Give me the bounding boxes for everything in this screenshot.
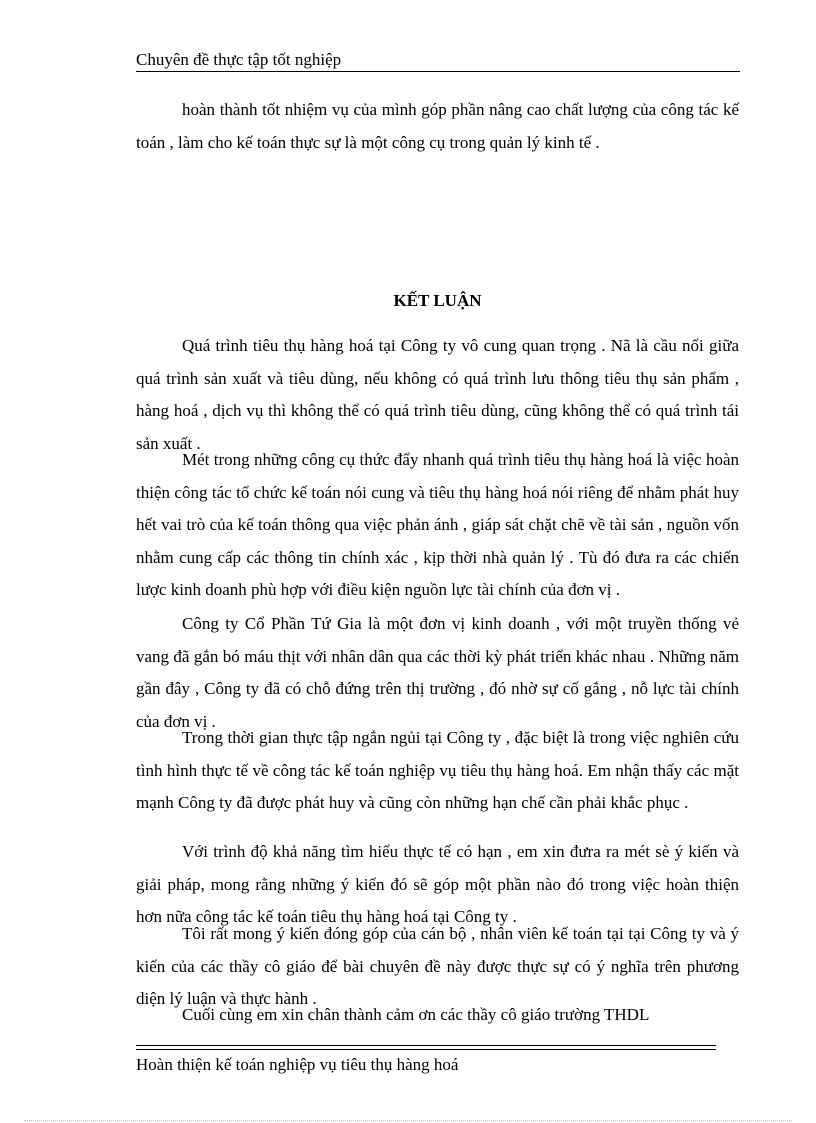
- page-edge-divider: [24, 1120, 792, 1121]
- body-paragraph-6: Tôi rất mong ý kiến đóng góp của cán bộ , nhân viên kế toán tại tại Công ty và ý kiến của các thầy cô giáo để bài chuyên đề này được thực sự có ý nghĩa trên phương diện lý luận và thực hành .: [136, 924, 739, 1009]
- running-footer-title: Hoàn thiện kế toán nghiệp vụ tiêu thụ hàng hoá: [136, 1055, 459, 1074]
- section-heading: KẾT LUẬN: [393, 291, 482, 310]
- footer-rule-bottom: [136, 1049, 716, 1050]
- header-rule: [136, 71, 740, 72]
- body-paragraph-5: Với trình độ khả năng tìm hiểu thực tế có hạn , em xin đưra ra mét sè ý kiến và giải pháp, mong rằng những ý kiến đó sẽ góp một phần nào đó trong việc hoàn thiện hơn nữa công tác kế toán tiêu thụ hàng hoá tại Công ty .: [136, 842, 739, 927]
- footer-rule-top: [136, 1045, 716, 1046]
- intro-paragraph: hoàn thành tốt nhiệm vụ của mình góp phần nâng cao chất lượng của công tác kế toán , làm cho kế toán thực sự là một công cụ trong quản lý kinh tế .: [136, 100, 739, 152]
- body-paragraph-4: Trong thời gian thực tập ngắn ngủi tại Công ty , đặc biệt là trong việc nghiên cứu tình hình thực tế về công tác kế toán nghiệp vụ tiêu thụ hàng hoá. Em nhận thấy các mặt mạnh Công ty đã được phát huy và cũng còn những hạn chế cần phải khắc phục .: [136, 728, 739, 813]
- running-header-title: Chuyên đề thực tập tốt nghiệp: [136, 50, 342, 69]
- body-paragraph-1: Quá trình tiêu thụ hàng hoá tại Công ty vô cung quan trọng . Nã là cầu nối giữa quá trình sản xuất và tiêu dùng, nếu không có quá trình lưu thông tiêu thụ sản phẩm , hàng hoá , dịch vụ thì không thể có quá trình tiêu dùng, cũng không thể có quá trình tái sản xuất .: [136, 336, 739, 453]
- body-paragraph-3: Công ty Cổ Phần Tứ Gia là một đơn vị kinh doanh , với một truyền thống vẻ vang đã gắn bó máu thịt với nhân dân qua các thời kỳ phát triển khác nhau . Những năm gần đây , Công ty đã có chỗ đứng trên thị trường , đó nhờ sự cố gắng , nỗ lực tài chính của đơn vị .: [136, 614, 739, 731]
- body-paragraph-2: Mét trong những công cụ thức đẩy nhanh quá trình tiêu thụ hàng hoá là việc hoàn thiện công tác tổ chức kế toán nói cung và tiêu thụ hàng hoá nói riêng để nhằm phát huy hết vai trò của kế toán thông qua việc phản ánh , giáp sát chặt chẽ về tài sản , nguồn vốn nhằm cung cấp các thông tin chính xác , kịp thời nhà quản lý . Tù đó đưa ra các chiến lược kinh doanh phù hợp với điều kiện nguồn lực tài chính của đơn vị .: [136, 450, 739, 600]
- body-paragraph-7: Cuối cùng em xin chân thành cảm ơn các thầy cô giáo trường THDL: [182, 1005, 650, 1024]
